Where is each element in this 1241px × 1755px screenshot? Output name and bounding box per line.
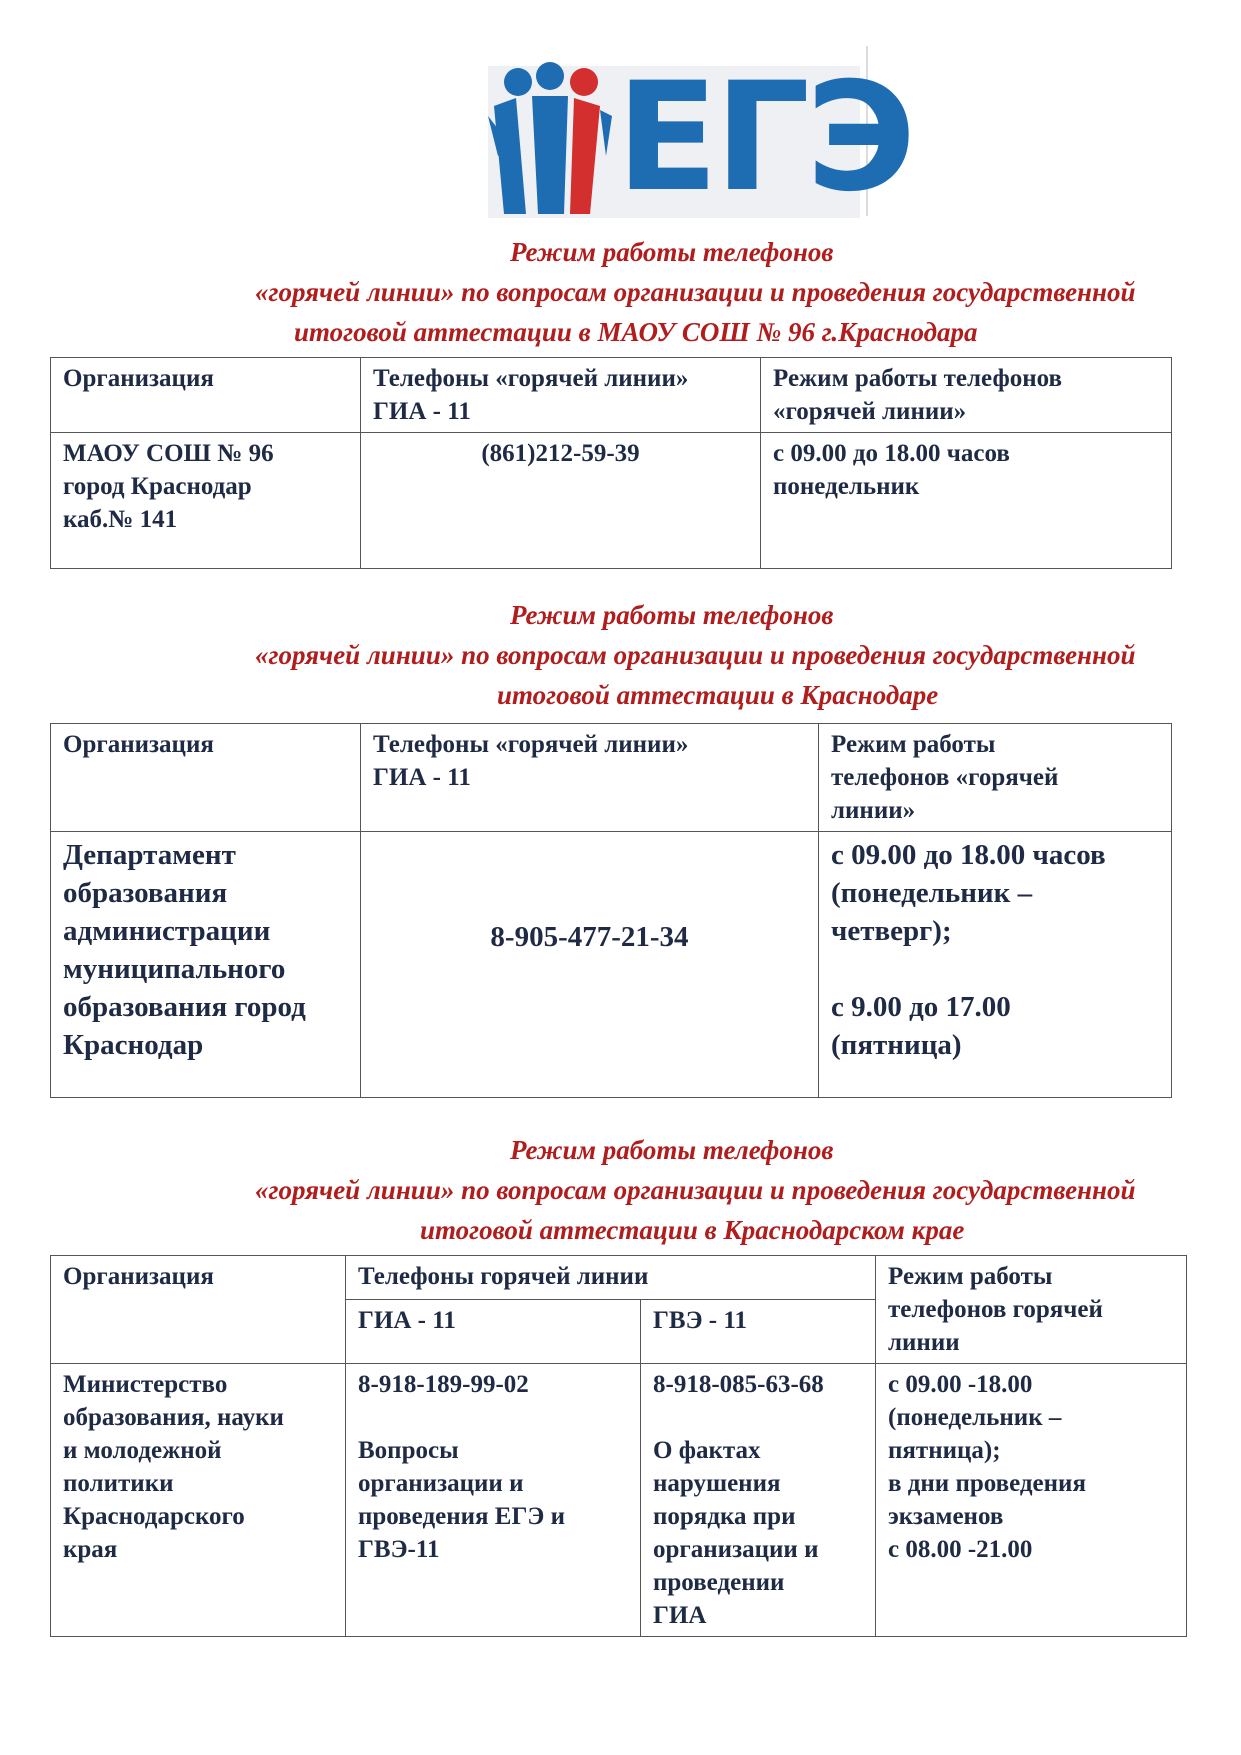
table-row xyxy=(51,433,1172,569)
phone-cell: 8-905-477-21-34 xyxy=(361,832,819,1098)
section2-heading-line3: итоговой аттестации в Краснодаре xyxy=(497,680,939,710)
hotline-table-school xyxy=(50,357,1172,569)
gia-phone-cell: 8-918-189-99-02 Вопросы организации и проведения ЕГЭ и ГВЭ-11 xyxy=(346,1364,641,1637)
table-row xyxy=(51,832,1172,1098)
col-header-organization: Организация xyxy=(51,724,361,832)
organization-cell: Департамент образования администрации муниципального образования город Краснодар xyxy=(51,832,361,1098)
phone-cell: (861)212-59-39 xyxy=(361,433,761,569)
col-header-gia: ГИА - 11 xyxy=(346,1299,641,1363)
section3-heading-line2: «горячей линии» по вопросам организации и проведения государственной xyxy=(255,1175,1136,1205)
col-header-phones: Телефоны «горячей линии» ГИА - 11 xyxy=(361,724,819,832)
ege-logo-text: ЕГЭ xyxy=(616,51,913,225)
hotline-table-city xyxy=(50,723,1172,1098)
ege-logo xyxy=(488,46,913,226)
col-header-gve: ГВЭ - 11 xyxy=(641,1299,876,1363)
table-header-row xyxy=(51,1256,1187,1300)
schedule-cell: с 09.00 до 18.00 часов понедельник xyxy=(761,433,1172,569)
hotline-table-region xyxy=(50,1255,1187,1637)
section1-heading-line3: итоговой аттестации в МАОУ СОШ № 96 г.Краснодара xyxy=(294,317,978,347)
section2-heading-line1: Режим работы телефонов xyxy=(510,600,834,630)
table-header-row xyxy=(51,724,1172,832)
col-header-phones: Телефоны горячей линии xyxy=(346,1256,876,1300)
section1-heading-line1: Режим работы телефонов xyxy=(510,237,834,267)
section3-heading-line1: Режим работы телефонов xyxy=(510,1135,834,1165)
col-header-schedule: Режим работы телефонов «горячей линии» xyxy=(819,724,1172,832)
section2-heading-line2: «горячей линии» по вопросам организации и проведения государственной xyxy=(255,640,1136,670)
col-header-phones: Телефоны «горячей линии» ГИА - 11 xyxy=(361,358,761,433)
col-header-schedule: Режим работы телефонов горячей линии xyxy=(876,1256,1187,1364)
col-header-schedule: Режим работы телефонов «горячей линии» xyxy=(761,358,1172,433)
table-header-row xyxy=(51,358,1172,433)
col-header-organization: Организация xyxy=(51,358,361,433)
col-header-organization: Организация xyxy=(51,1256,346,1364)
table-row xyxy=(51,1364,1187,1637)
gve-phone-cell: 8-918-085-63-68 О фактах нарушения порядка при организации и проведении ГИА xyxy=(641,1364,876,1637)
schedule-cell: с 09.00 до 18.00 часов (понедельник – четверг); с 9.00 до 17.00 (пятница) xyxy=(819,832,1172,1098)
organization-cell: Министерство образования, науки и молодежной политики Краснодарского края xyxy=(51,1364,346,1637)
section1-heading-line2: «горячей линии» по вопросам организации и проведения государственной xyxy=(255,277,1136,307)
section3-heading-line3: итоговой аттестации в Краснодарском крае xyxy=(420,1215,965,1245)
organization-cell: МАОУ СОШ № 96 город Краснодар каб.№ 141 xyxy=(51,433,361,569)
schedule-cell: с 09.00 -18.00 (понедельник – пятница); в дни проведения экзаменов с 08.00 -21.00 xyxy=(876,1364,1187,1637)
